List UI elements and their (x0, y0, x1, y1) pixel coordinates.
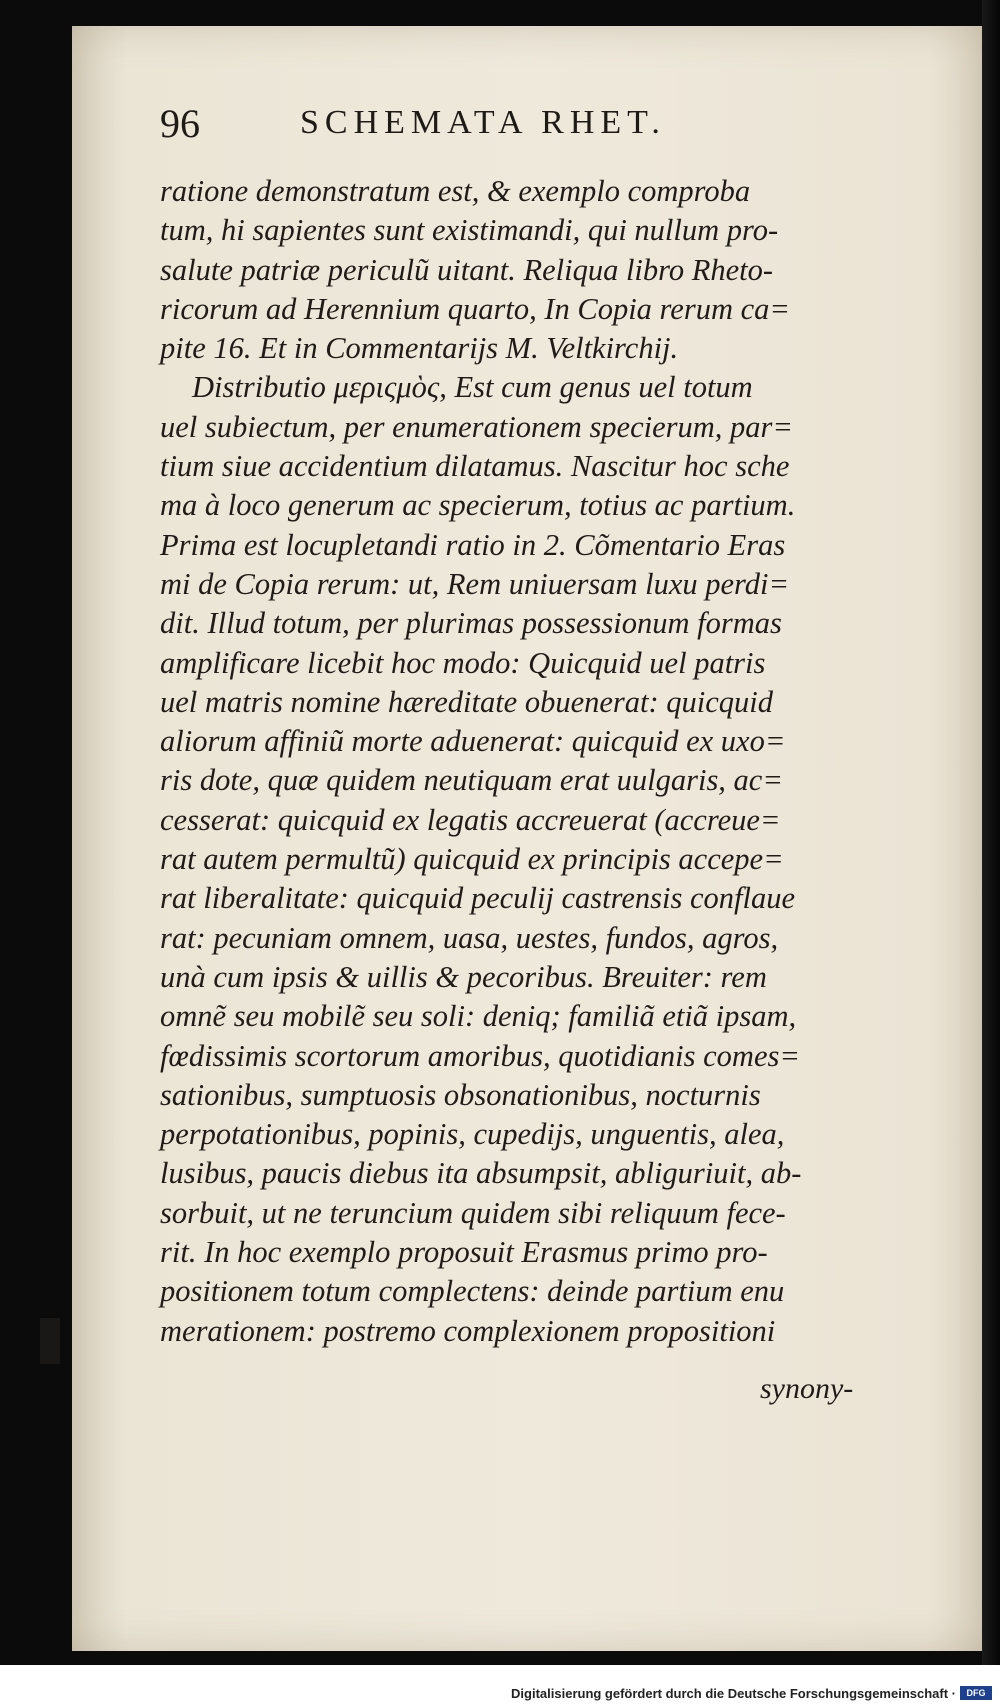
text-line: fœdissimis scortorum amoribus, quotidianis comes= (160, 1038, 800, 1073)
scan-edge (982, 0, 1000, 1665)
text-line: sorbuit, ut ne teruncium quidem sibi reliquum fece- (160, 1195, 786, 1230)
text-line: Prima est locupletandi ratio in 2. Cõmentario Eras (160, 527, 786, 562)
text-line: rit. In hoc exemplo proposuit Erasmus primo pro- (160, 1235, 768, 1270)
text-line: dit. Illud totum, per plurimas possessionum formas (160, 606, 782, 641)
text-line: amplificare licebit hoc modo: Quicquid uel patris (160, 645, 766, 680)
body-text (160, 172, 870, 1351)
text-line: pite 16. Et in Commentarijs M. Veltkirchij. (160, 331, 679, 366)
text-line: uel matris nomine hæreditate obuenerat: quicquid (160, 684, 774, 719)
text-line: tum, hi sapientes sunt existimandi, qui nullum pro- (160, 213, 779, 248)
text-line: lusibus, paucis diebus ita absumpsit, abliguriuit, ab- (160, 1156, 802, 1191)
text-line: ratione demonstratum est, & exemplo comproba (160, 174, 751, 208)
text-line: unà cum ipsis & uillis & pecoribus. Breuiter: rem (160, 959, 767, 994)
text-line: merationem: postremo complexionem propositioni (160, 1313, 776, 1348)
text-line: cesserat: quicquid ex legatis accreuerat (accreue= (160, 802, 781, 837)
text-line: Distributio μεριςμὸς, Est cum genus uel totum (192, 370, 753, 405)
text-line: salute patriæ periculũ uitant. Reliqua libro Rheto- (160, 252, 774, 287)
page-number: 96 (160, 101, 200, 146)
text-line: aliorum affiniũ morte aduenerat: quicquid ex uxo= (160, 724, 786, 759)
text-line: ricorum ad Herennium quarto, In Copia rerum ca= (160, 291, 790, 326)
text-line: tium siue accidentium dilatamus. Nascitur hoc sche (160, 449, 790, 484)
margin-mark (40, 1318, 60, 1364)
digitization-credit: Digitalisierung gefördert durch die Deutsche Forschungsgemeinschaft · (511, 1686, 956, 1701)
text-line: positionem totum complectens: deinde partium enu (160, 1274, 785, 1309)
text-line: rat: pecuniam omnem, uasa, uestes, fundos, agros, (160, 920, 779, 955)
text-line: mi de Copia rerum: ut, Rem uniuersam luxu perdi= (160, 566, 790, 601)
dfg-logo: DFG (960, 1686, 992, 1700)
text-line: rat liberalitate: quicquid peculij castrensis conflaue (160, 881, 796, 916)
text-line: ma à loco generum ac specierum, totius ac partium. (160, 488, 796, 523)
text-line: ris dote, quæ quidem neutiquam erat uulgaris, ac= (160, 763, 783, 798)
text-line: uel subiectum, per enumerationem specierum, par= (160, 409, 793, 444)
text-line: sationibus, sumptuosis obsonationibus, nocturnis (160, 1077, 761, 1112)
text-line: perpotationibus, popinis, cupedijs, unguentis, alea, (160, 1117, 785, 1152)
page-header (160, 100, 860, 150)
running-title: SCHEMATA RHET. (300, 104, 666, 141)
text-line: omnẽ seu mobilẽ seu soli: deniq; familiã etiã ipsam, (160, 999, 797, 1034)
text-line: rat autem permultũ) quicquid ex principis accepe= (160, 842, 784, 877)
catchword: synony- (760, 1372, 854, 1405)
